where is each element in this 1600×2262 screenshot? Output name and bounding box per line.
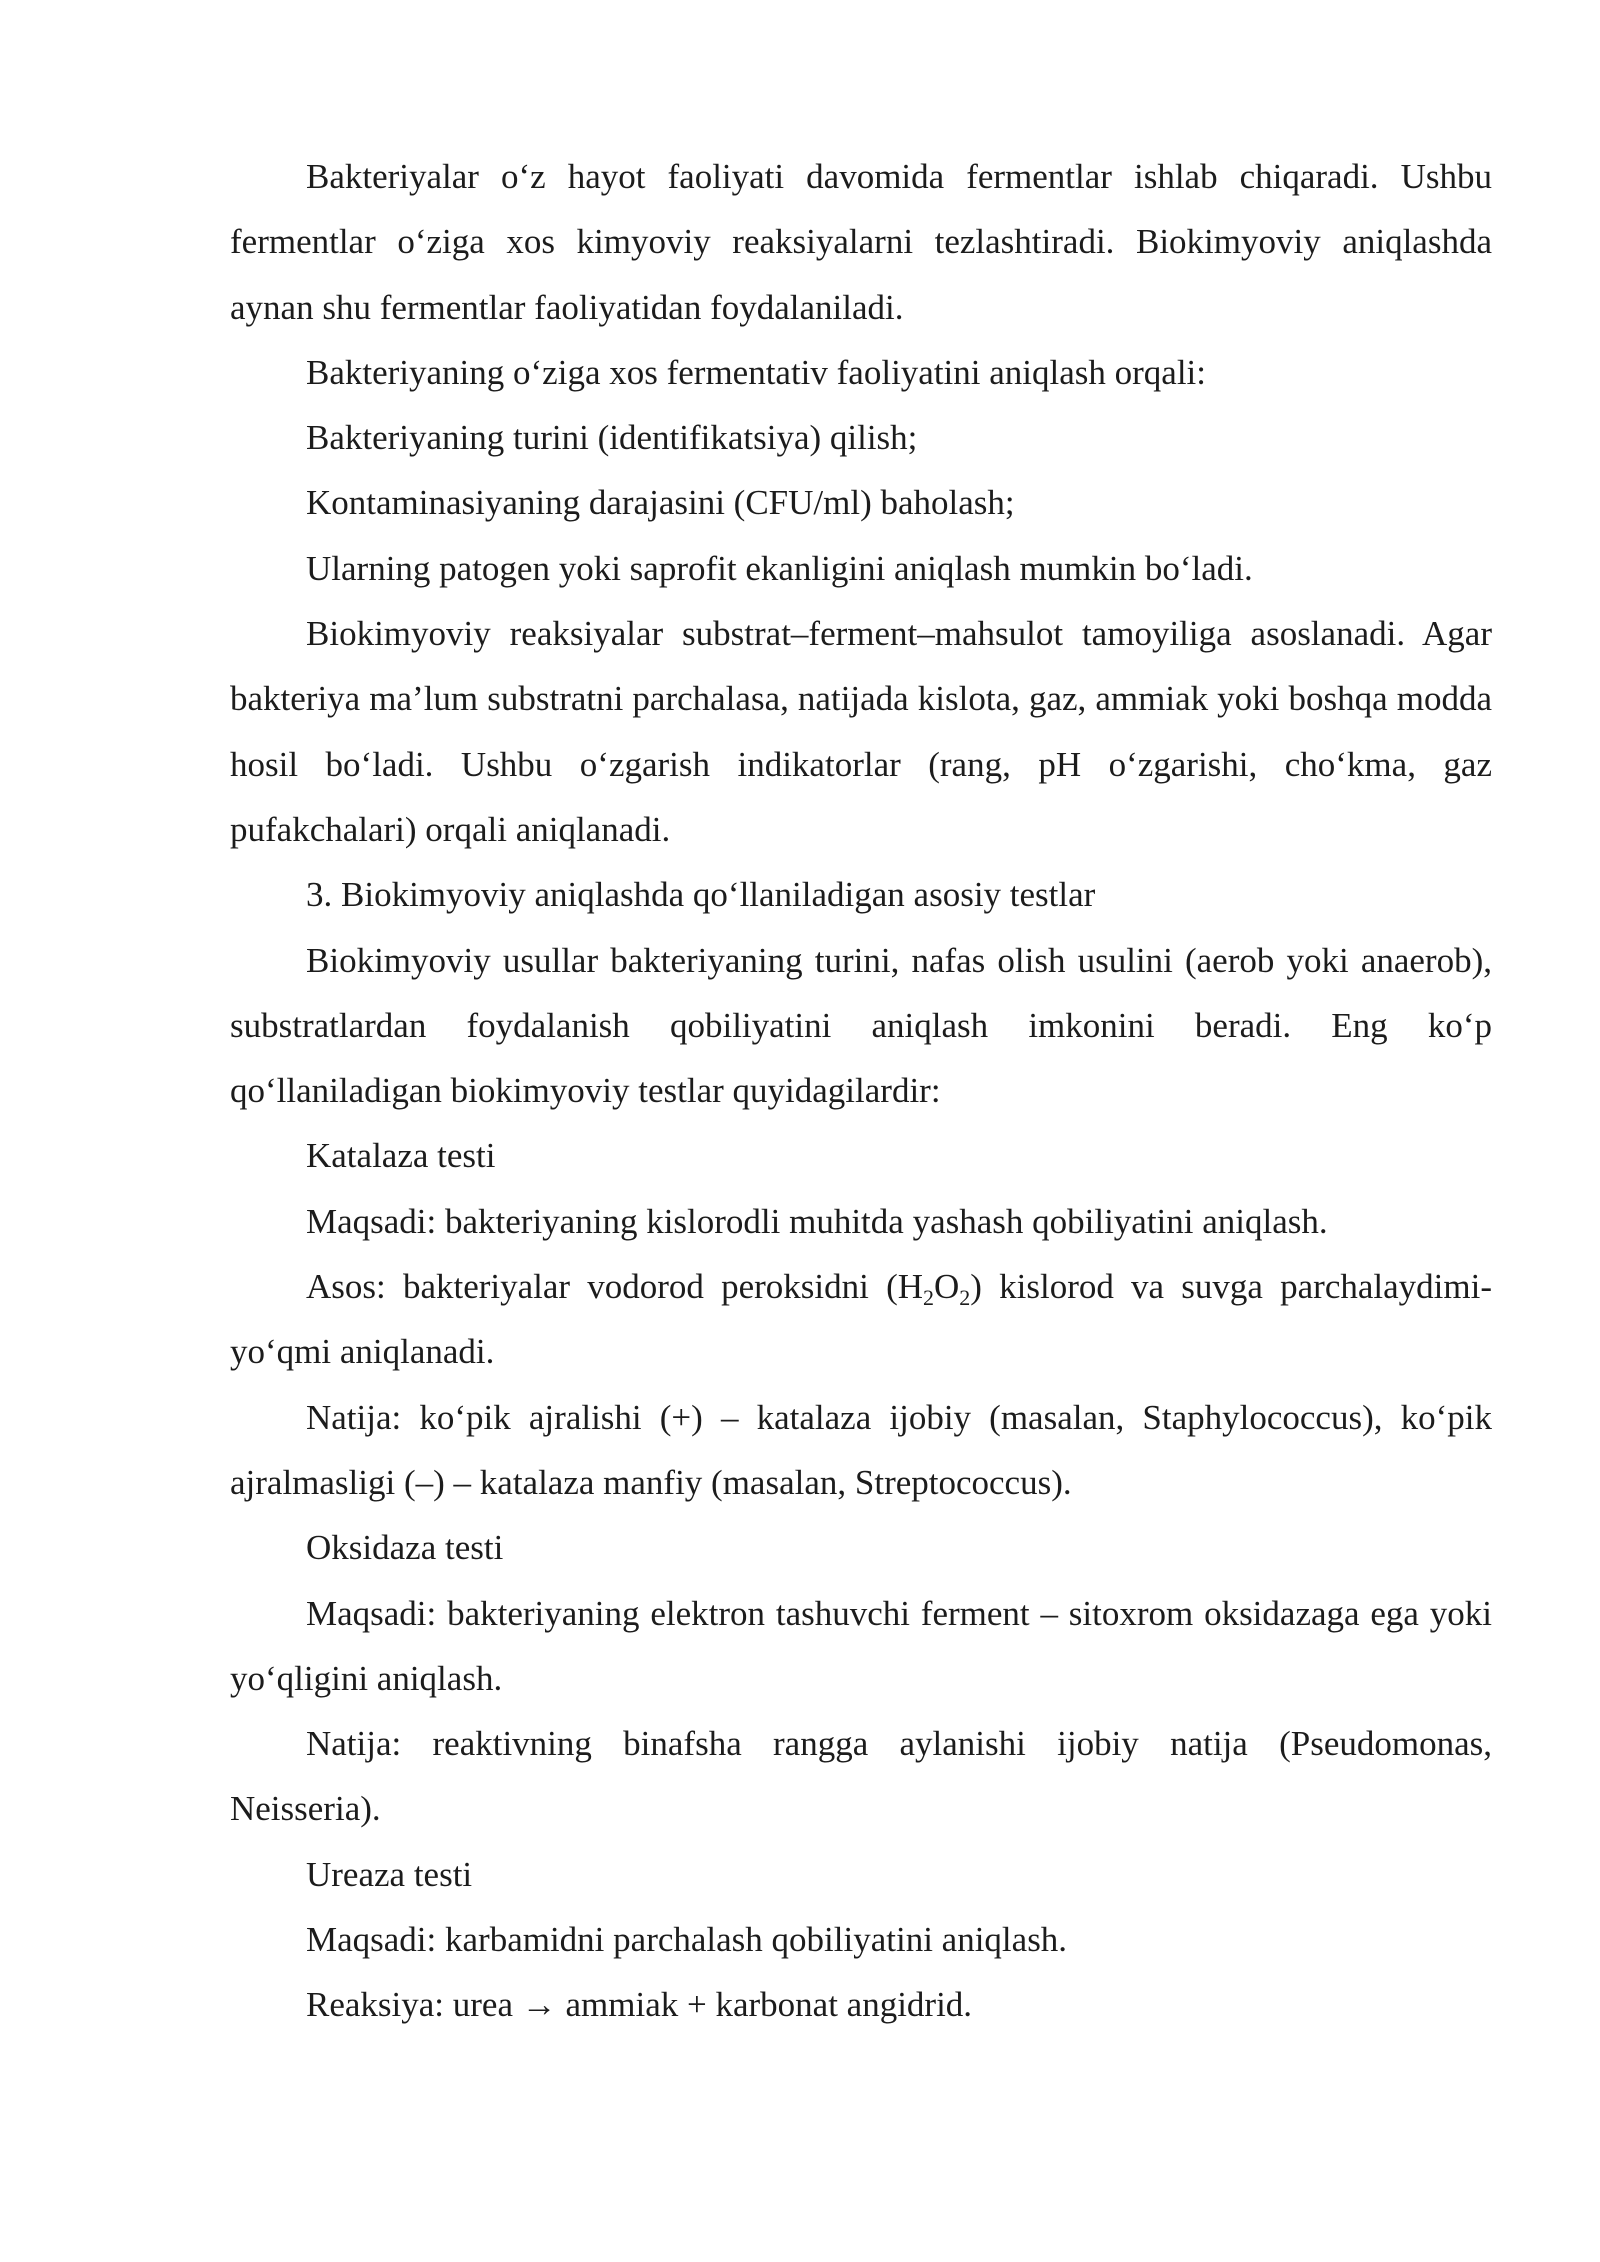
urease-purpose: Maqsadi: karbamidni parchalash qobiliyatini aniqlash.	[306, 1920, 1068, 1960]
list-item-contamination-level: Kontaminasiyaning darajasini (CFU/ml) baholash;	[306, 483, 1015, 523]
subscript-2-hydrogen: 2	[923, 1285, 934, 1311]
catalase-result: Natija: ko‘pik ajralishi (+) – katalaza ijobiy (masalan, Staphylococcus), ko‘pik ajralmasligi (–) – katalaza manfiy (masalan, Streptococcus).	[230, 1397, 1492, 1502]
paragraph-reaction-principle: Biokimyoviy reaksiyalar substrat–ferment–mahsulot tamoyiliga asoslanadi. Agar bakteriya ma’lum substratni parchalasa, natijada kislota, gaz, ammiak yoki boshqa modda hosil bo‘ladi. Ushbu o‘zgarish indikatorlar (rang, pH o‘zgarishi, cho‘kma, gaz pufakchalari) orqali aniqlanadi.	[230, 614, 1492, 849]
test-title-oxidase: Oksidaza testi	[306, 1528, 504, 1568]
catalase-basis-text-start: Asos: bakteriyalar vodorod peroksidni (H	[306, 1267, 923, 1307]
test-title-catalase: Katalaza testi	[306, 1136, 496, 1176]
catalase-purpose: Maqsadi: bakteriyaning kislorodli muhitda yashash qobiliyatini aniqlash.	[306, 1201, 1328, 1241]
paragraph-biochemical-methods: Biokimyoviy usullar bakteriyaning turini, nafas olish usulini (aerob yoki anaerob), substratlardan foydalanish qobiliyatini aniqlash imkonini beradi. Eng ko‘p qo‘llaniladigan biokimyoviy testlar quyidagilardir:	[230, 940, 1492, 1111]
oxidase-purpose: Maqsadi: bakteriyaning elektron tashuvchi ferment – sitoxrom oksidazaga ega yoki yo‘qligini aniqlash.	[230, 1593, 1492, 1698]
oxygen-symbol: O	[934, 1267, 960, 1307]
paragraph-enzymatic-activity-intro: Bakteriyaning o‘ziga xos fermentativ faoliyatini aniqlash orqali:	[306, 352, 1207, 392]
urease-reaction: Reaksiya: urea → ammiak + karbonat angidrid.	[306, 1985, 973, 2025]
list-item-identification: Bakteriyaning turini (identifikatsiya) qilish;	[306, 418, 918, 458]
list-item-pathogenicity: Ularning patogen yoki saprofit ekanligini aniqlash mumkin bo‘ladi.	[306, 548, 1253, 588]
test-title-urease: Ureaza testi	[306, 1854, 473, 1894]
subscript-2-oxygen: 2	[959, 1285, 971, 1311]
document-body	[230, 144, 1492, 2038]
oxidase-result: Natija: reaktivning binafsha rangga aylanishi ijobiy natija (Pseudomonas, Neisseria).	[230, 1724, 1492, 1829]
catalase-basis-text-end: ) kislorod va suvga parchalaydimi-yo‘qmi aniqlanadi.	[230, 1267, 1492, 1372]
paragraph-bacterial-enzymes: Bakteriyalar o‘z hayot faoliyati davomida fermentlar ishlab chiqaradi. Ushbu fermentlar o‘ziga xos kimyoviy reaksiyalarni tezlashtiradi. Biokimyoviy aniqlashda aynan shu fermentlar faoliyatidan foydalaniladi.	[230, 157, 1492, 327]
section-heading-biochemical-tests: 3. Biokimyoviy aniqlashda qo‘llaniladigan asosiy testlar	[306, 875, 1096, 915]
catalase-basis	[230, 1254, 1492, 1385]
